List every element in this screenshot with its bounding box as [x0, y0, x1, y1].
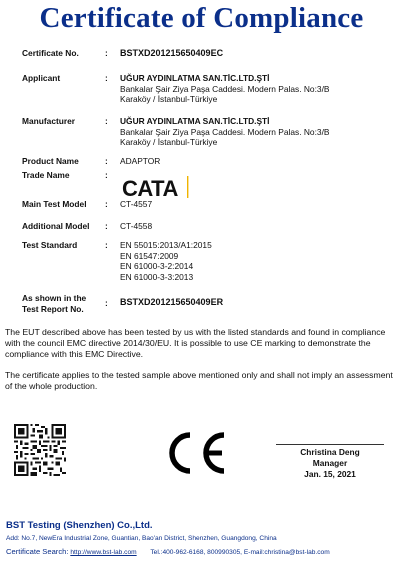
manufacturer-name: UĞUR AYDINLATMA SAN.TİC.LTD.ŞTİ [120, 116, 270, 126]
certificate-title: Certificate of Compliance [39, 2, 364, 34]
ce-mark-icon [160, 430, 240, 476]
applicant-address-line2: Karaköy / İstanbul-Türkiye [120, 94, 218, 104]
website-link[interactable]: http://www.bst-lab.com [70, 549, 137, 556]
manufacturer-address-line1: Bankalar Şair Ziya Paşa Caddesi. Modern Palas. No:3/B [120, 126, 330, 137]
main-test-model-label: Main Test Model [22, 199, 87, 209]
statement-paragraph-2: The certificate applies to the tested sample above mentioned only and shall not imply an assessment of the whole production. [5, 370, 393, 392]
logo-accent-bar [187, 176, 188, 198]
signature-block [270, 432, 390, 481]
signatory-name: Christina Deng [300, 447, 360, 457]
applicant-label: Applicant [22, 73, 61, 83]
test-report-value: BSTXD201215650409ER [120, 297, 224, 307]
trade-name-label: Trade Name [22, 170, 70, 180]
signature-date: Jan. 15, 2021 [304, 469, 356, 480]
statement-paragraph-1: The EUT described above has been tested by us with the listed standards and found in compliance with the council EMC directive 2014/30/EU. It is possible to use CE marking to demonstrate the compliance with this EMC Directive. [5, 327, 386, 360]
signatory-title: Manager [312, 458, 348, 469]
certificate-no-label: Certificate No. [22, 48, 79, 58]
cata-logo [100, 174, 190, 200]
manufacturer-label: Manufacturer [22, 116, 76, 126]
certificate-search-label: Certificate Search: [6, 547, 69, 556]
footer-address: Add: No.7, NewEra Industrial Zone, Guantian, Bao'an District, Shenzhen, Guangdong, China [6, 535, 277, 542]
applicant-address-line1: Bankalar Şair Ziya Paşa Caddesi. Modern Palas. No:3/B [120, 83, 330, 94]
test-standard-1: EN 55015:2013/A1:2015 [120, 240, 212, 250]
product-name-value: ADAPTOR [120, 156, 161, 166]
footer-search-line [6, 547, 330, 556]
test-standard-2: EN 61547:2009 [120, 250, 179, 261]
test-standard-4: EN 61000-3-3:2013 [120, 271, 194, 282]
test-standard-label: Test Standard [22, 240, 78, 250]
footer-company: BST Testing (Shenzhen) Co.,Ltd. [6, 520, 153, 531]
manufacturer-value [120, 116, 392, 148]
product-name-label: Product Name [22, 156, 79, 166]
main-test-model-value: CT-4557 [120, 199, 153, 209]
cata-logo-text: CATA [122, 176, 178, 200]
test-standard-values [120, 240, 392, 282]
test-report-label-line1: As shown in the [22, 293, 87, 303]
additional-model-value: CT-4558 [120, 221, 153, 231]
applicant-value [120, 73, 392, 105]
manufacturer-address-line2: Karaköy / İstanbul-Türkiye [120, 137, 218, 147]
additional-model-label: Additional Model [22, 221, 90, 231]
signature-line [276, 432, 384, 445]
footer-contact: Tel.:400-962-6168, 800990305, E-mail:christina@bst-lab.com [150, 549, 330, 556]
test-report-label-line2: Test Report No. [22, 303, 84, 314]
qr-code-image [14, 424, 66, 476]
certificate-no-value: BSTXD201215650409EC [120, 48, 224, 58]
applicant-name: UĞUR AYDINLATMA SAN.TİC.LTD.ŞTİ [120, 73, 270, 83]
test-standard-3: EN 61000-3-2:2014 [120, 261, 194, 271]
test-report-label [22, 293, 106, 314]
